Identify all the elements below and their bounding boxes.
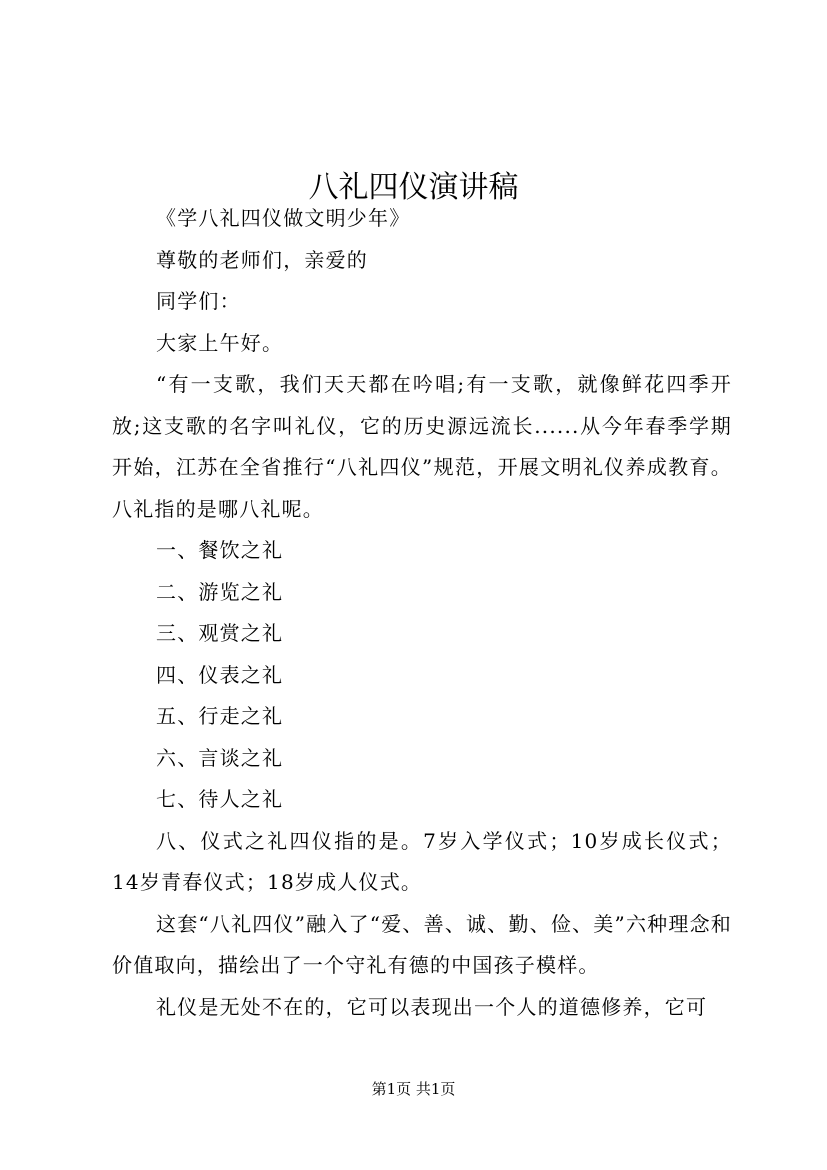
greeting-line: 大家上午好。 [156,330,284,355]
salutation-line: 同学们： [156,289,241,313]
list-item: 六、言谈之礼 [156,745,284,770]
body-paragraph: 这套“八礼四仪”融入了“爱、善、诚、勤、俭、美”六种理念和价值取向，描绘出了一个守礼有德的中国孩子模样。 [112,911,732,977]
page-title: 八礼四仪演讲稿 [308,170,519,206]
list-item: 八、仪式之礼四仪指的是。7岁入学仪式；10岁成长仪式；14岁青春仪式；18岁成人仪式。 [112,828,732,894]
list-item: 五、行走之礼 [156,704,284,728]
list-item: 七、待人之礼 [156,787,284,811]
list-item: 三、观赏之礼 [156,621,284,645]
list-item: 二、游览之礼 [156,579,284,604]
intro-paragraph: “有一支歌，我们天天都在吟唱;有一支歌，就像鲜花四季开放;这支歌的名字叫礼仪，它的历史源远流长......从今年春季学期开始，江苏在全省推行“八礼四仪”规范，开展文明礼仪养成教育。八礼指的是哪八礼呢。 [112,372,732,521]
list-item: 四、仪表之礼 [156,662,284,687]
salutation-line: 尊敬的老师们，亲爱的 [156,247,368,272]
document-body [112,198,732,1028]
body-paragraph: 礼仪是无处不在的，它可以表现出一个人的道德修养，它可 [156,994,708,1019]
page-footer: 第1页 共1页 [371,1080,456,1098]
list-item: 一、餐饮之礼 [156,538,284,562]
speech-subtitle: 《学八礼四仪做文明少年》 [156,206,411,230]
